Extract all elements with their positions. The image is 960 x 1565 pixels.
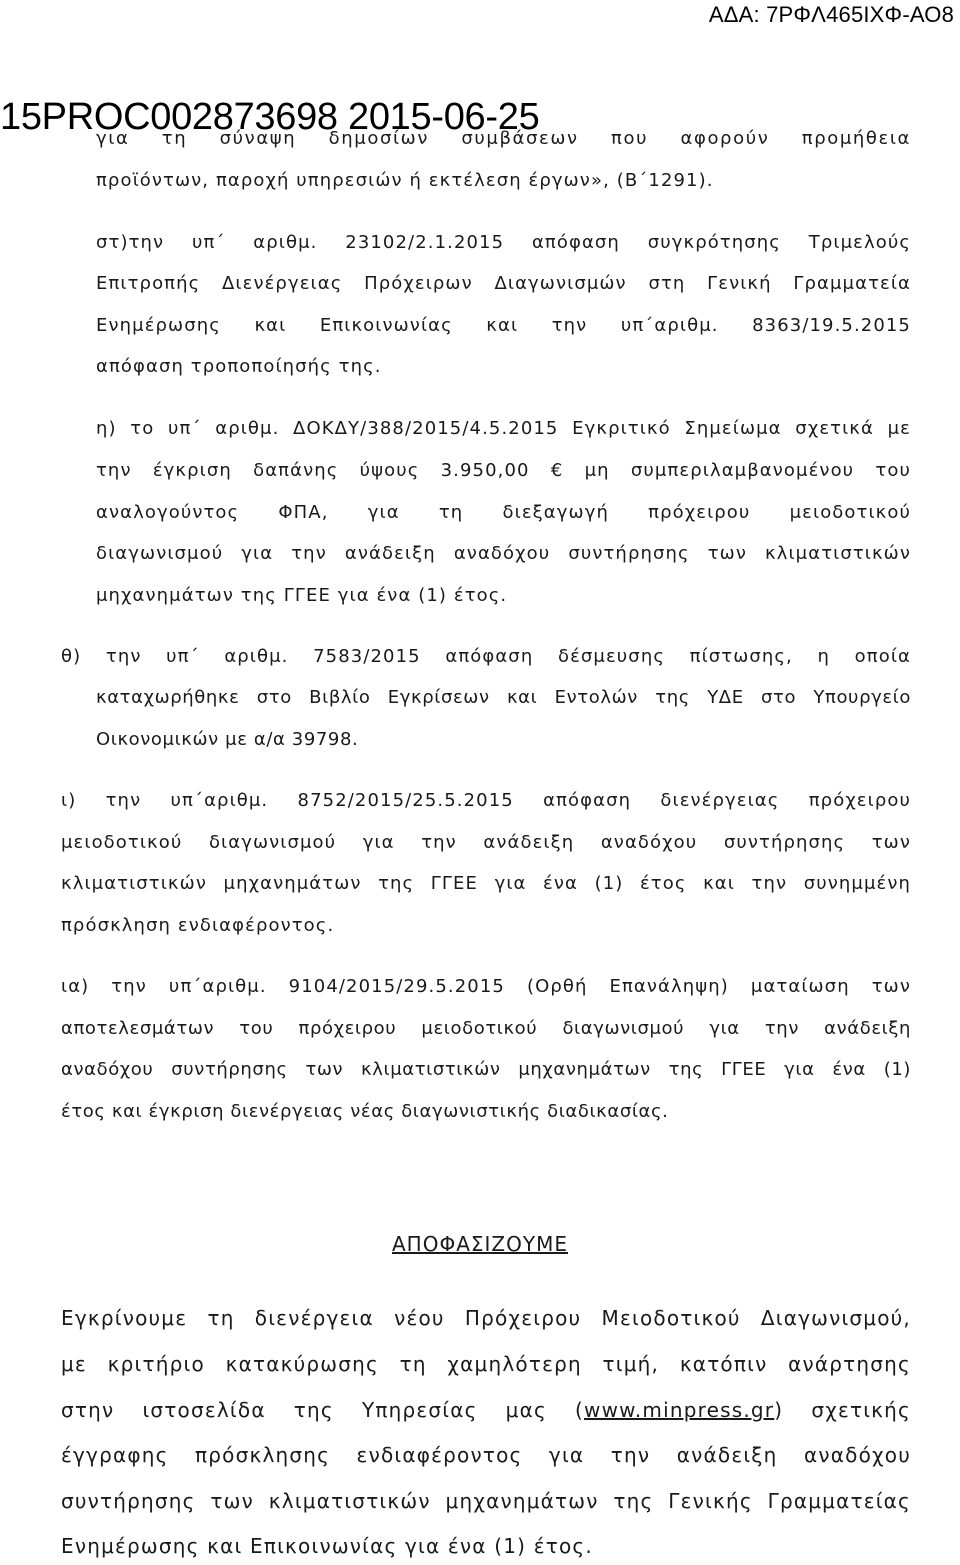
- clause-eta-line: μηχανημάτων της ΓΓΕΕ για ένα (1) έτος.: [96, 585, 508, 606]
- clause-st-line: απόφαση τροποποίησής της.: [96, 356, 382, 377]
- decision-line: Ενημέρωσης και Επικοινωνίας για ένα (1) έτος.: [61, 1534, 593, 1558]
- clause-st-line: στ)την υπ΄ αριθμ. 23102/2.1.2015 απόφαση συγκρότησης Τριμελούς: [96, 232, 911, 253]
- clause-st-line: Επιτροπής Διενέργειας Πρόχειρων Διαγωνισμών στη Γενική Γραμματεία: [96, 273, 911, 294]
- paragraph-line: προϊόντων, παροχή υπηρεσιών ή εκτέλεση έργων», (Β΄1291).: [96, 170, 714, 191]
- clause-ia-line: ια) την υπ΄αριθμ. 9104/2015/29.5.2015 (Ορθή Επανάληψη) ματαίωση των: [61, 976, 911, 997]
- decision-line: Εγκρίνουμε τη διενέργεια νέου Πρόχειρου Μειοδοτικού Διαγωνισμού,: [61, 1306, 911, 1330]
- decision-text: στην ιστοσελίδα της Υπηρεσίας μας (: [61, 1398, 585, 1422]
- clause-ia-line: αποτελεσμάτων του πρόχειρου μειοδοτικού διαγωνισμού για την ανάδειξη: [61, 1018, 911, 1039]
- decision-line: με κριτήριο κατακύρωσης τη χαμηλότερη τιμή, κατόπιν ανάρτησης: [61, 1352, 911, 1376]
- clause-iota-line: μειοδοτικού διαγωνισμού για την ανάδειξη αναδόχου συντήρησης των: [61, 832, 911, 853]
- clause-eta-line: αναλογούντος ΦΠΑ, για τη διεξαγωγή πρόχειρου μειοδοτικού: [96, 502, 911, 523]
- decision-line: συντήρησης των κλιματιστικών μηχανημάτων της Γενικής Γραμματείας: [61, 1489, 911, 1513]
- clause-iota-line: ι) την υπ΄αριθμ. 8752/2015/25.5.2015 απόφαση διενέργειας πρόχειρου: [61, 790, 911, 811]
- clause-ia-line: έτος και έγκριση διενέργειας νέας διαγωνιστικής διαδικασίας.: [61, 1101, 669, 1122]
- clause-theta-line: Οικονομικών με α/α 39798.: [96, 729, 359, 750]
- paragraph-line: για τη σύναψη δημοσίων συμβάσεων που αφορούν προμήθεια: [96, 128, 911, 149]
- clause-iota-line: κλιματιστικών μηχανημάτων της ΓΓΕΕ για ένα (1) έτος και την συνημμένη: [61, 873, 911, 894]
- clause-eta-line: η) το υπ΄ αριθμ. ΔΟΚΔΥ/388/2015/4.5.2015 Εγκριτικό Σημείωμα σχετικά με: [96, 418, 911, 439]
- clause-theta-line: καταχωρήθηκε στο Βιβλίο Εγκρίσεων και Εντολών της ΥΔΕ στο Υπουργείο: [96, 687, 911, 708]
- decision-line-with-link: [61, 1398, 911, 1422]
- ada-code: ΑΔΑ: 7ΡΦΛ465ΙΧΦ-ΑΟ8: [708, 2, 954, 27]
- clause-iota-line: πρόσκληση ενδιαφέροντος.: [61, 915, 335, 936]
- clause-eta-line: διαγωνισμού για την ανάδειξη αναδόχου συντήρησης των κλιματιστικών: [96, 543, 911, 564]
- decision-heading: ΑΠΟΦΑΣΙΖΟΥΜΕ: [392, 1232, 568, 1256]
- clause-ia-line: αναδόχου συντήρησης των κλιματιστικών μηχανημάτων της ΓΓΕΕ για ένα (1): [61, 1059, 911, 1080]
- decision-text: ) σχετικής: [774, 1398, 911, 1422]
- decision-line: έγγραφης πρόσκλησης ενδιαφέροντος για την ανάδειξη αναδόχου: [61, 1443, 911, 1467]
- proc-stamp: 15PROC002873698 2015-06-25: [0, 96, 540, 138]
- minpress-link[interactable]: www.minpress.gr: [584, 1398, 775, 1422]
- clause-theta-line: θ) την υπ΄ αριθμ. 7583/2015 απόφαση δέσμευσης πίστωσης, η οποία: [61, 646, 911, 667]
- clause-eta-line: την έγκριση δαπάνης ύψους 3.950,00 € μη συμπεριλαμβανομένου του: [96, 460, 911, 481]
- clause-st-line: Ενημέρωσης και Επικοινωνίας και την υπ΄αριθμ. 8363/19.5.2015: [96, 315, 911, 336]
